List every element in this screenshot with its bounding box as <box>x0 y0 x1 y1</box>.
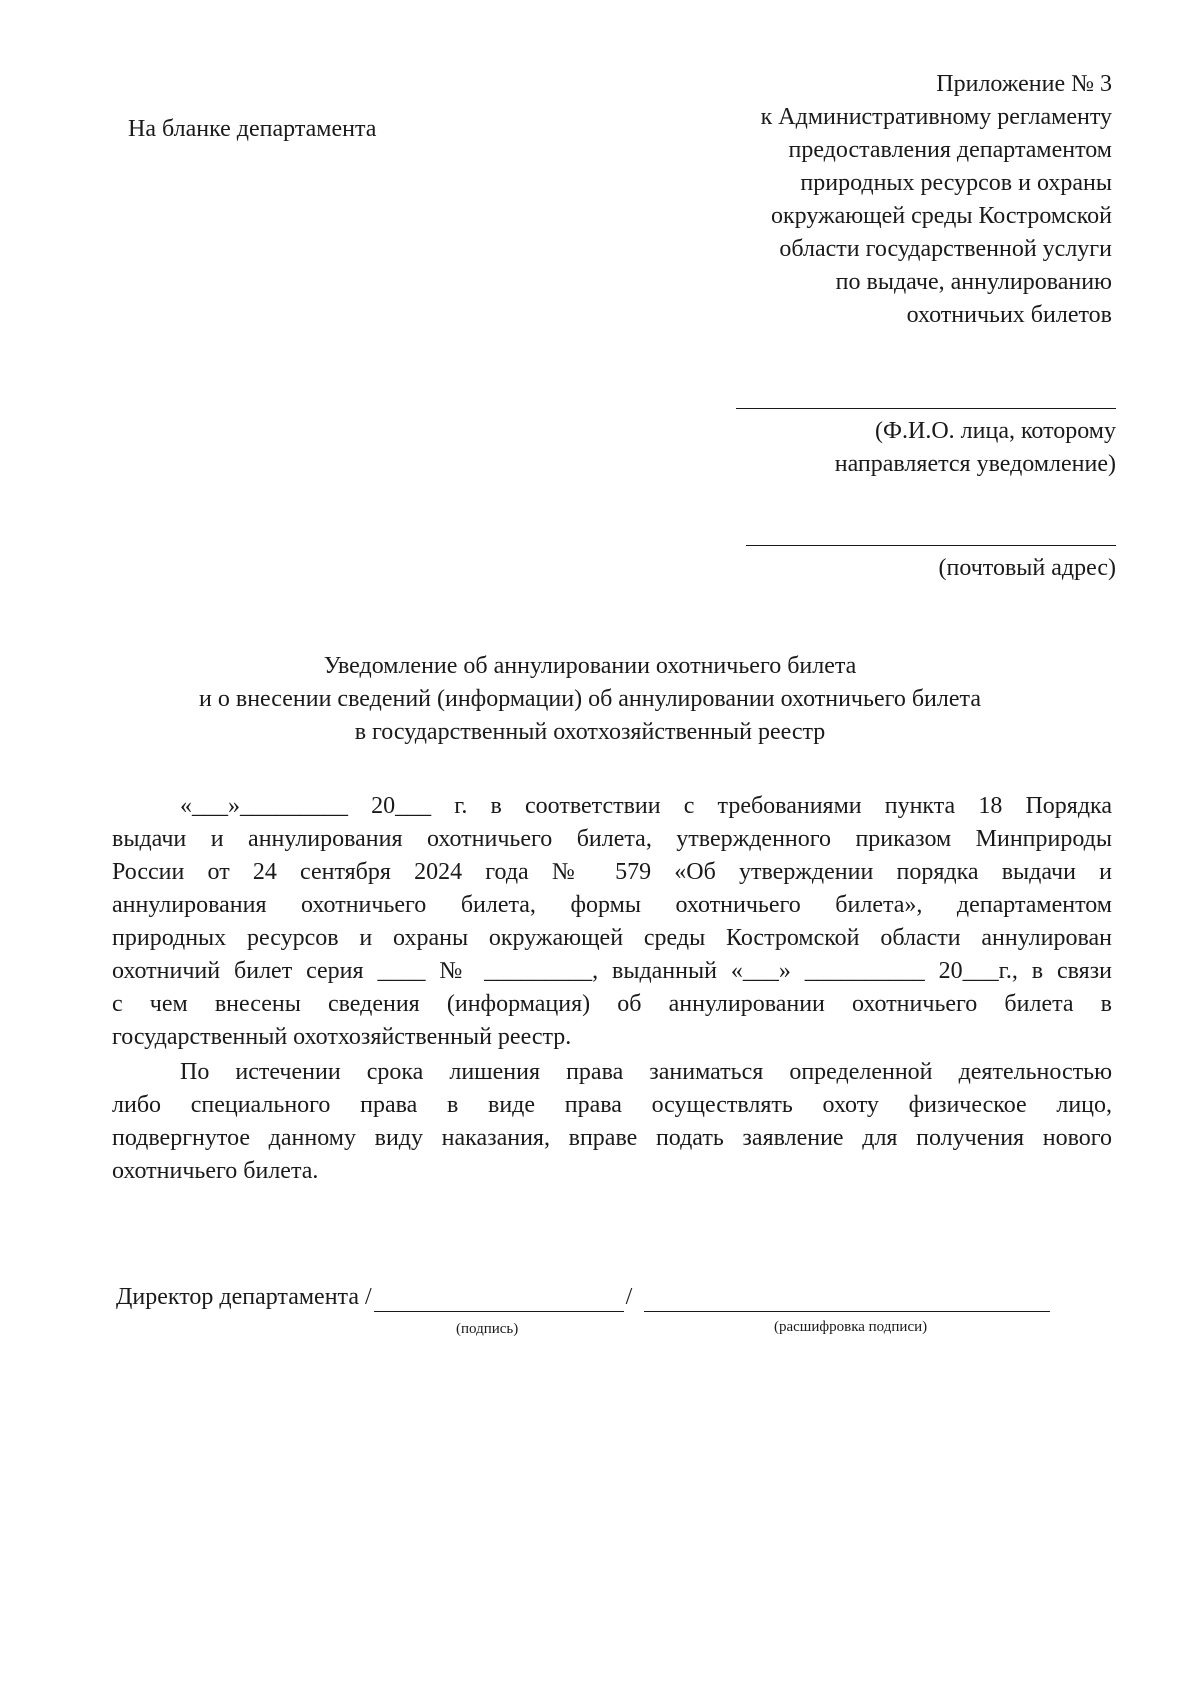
title-line: Уведомление об аннулировании охотничьего билета <box>323 653 857 679</box>
paragraph-2 <box>112 1056 1112 1188</box>
body-line: с чем внесены сведения (информация) об аннулировании охотничьего билета в <box>112 991 1112 1017</box>
body-line: государственный охотхозяйственный реестр. <box>112 1024 572 1050</box>
signature-block <box>116 1282 1076 1337</box>
appendix-line: к Административному регламенту <box>760 104 1112 130</box>
body-line: выдачи и аннулирования охотничьего билета, утвержденного приказом Минприроды <box>112 826 1112 852</box>
blank-label: На бланке департамента <box>128 116 377 142</box>
body-line: либо специального права в виде права осуществлять охоту физическое лицо, <box>112 1092 1112 1118</box>
address-fill-line <box>746 515 1116 546</box>
body-line: природных ресурсов и охраны окружающей среды Костромской области аннулирован <box>112 925 1112 951</box>
appendix-line: окружающей среды Костромской <box>770 203 1112 229</box>
appendix-line: природных ресурсов и охраны <box>800 170 1112 196</box>
addressee-fio-block <box>716 378 1116 481</box>
body-line: охотничьего билета. <box>112 1158 319 1184</box>
signature-separator: / <box>625 1284 633 1310</box>
appendix-line: Приложение № 3 <box>936 71 1112 97</box>
addressee-address-block <box>716 515 1116 585</box>
fio-caption: направляется уведомление) <box>834 451 1116 477</box>
body-line: «___»_________ 20___ г. в соответствии с требованиями пункта 18 Порядка <box>180 793 1112 819</box>
body-line: охотничий билет серия ____ № _________, выданный «___» __________ 20___г., в связи <box>112 958 1112 984</box>
appendix-header <box>552 68 1112 332</box>
body-line: России от 24 сентября 2024 года № 579 «Об утверждении порядка выдачи и <box>112 859 1112 885</box>
fio-fill-line <box>736 378 1116 409</box>
fio-caption: (Ф.И.О. лица, которому <box>875 418 1116 444</box>
signature-decode-fill-line <box>644 1287 1050 1312</box>
signature-row <box>116 1282 1076 1312</box>
signature-label: Директор департамента / <box>116 1284 372 1310</box>
body-line: По истечении срока лишения права заниматься определенной деятельностью <box>180 1059 1112 1085</box>
title-line: и о внесении сведений (информации) об аннулировании охотничьего билета <box>199 686 981 712</box>
signature-fill-line <box>374 1287 624 1312</box>
title-line: в государственный охотхозяйственный реестр <box>354 719 826 745</box>
appendix-line: охотничьих билетов <box>906 302 1112 328</box>
signature-decode-caption: (расшифровка подписи) <box>774 1319 928 1335</box>
appendix-line: области государственной услуги <box>779 236 1112 262</box>
body-line: подвергнутое данному виду наказания, вправе подать заявление для получения нового <box>112 1125 1112 1151</box>
address-caption: (почтовый адрес) <box>938 555 1116 581</box>
appendix-line: по выдаче, аннулированию <box>835 269 1112 295</box>
document-body <box>112 790 1112 1188</box>
paragraph-1 <box>112 790 1112 1054</box>
document-title <box>150 650 1030 749</box>
signature-caption: (подпись) <box>456 1321 519 1337</box>
body-line: аннулирования охотничьего билета, формы охотничьего билета», департаментом <box>112 892 1112 918</box>
appendix-line: предоставления департаментом <box>788 137 1112 163</box>
